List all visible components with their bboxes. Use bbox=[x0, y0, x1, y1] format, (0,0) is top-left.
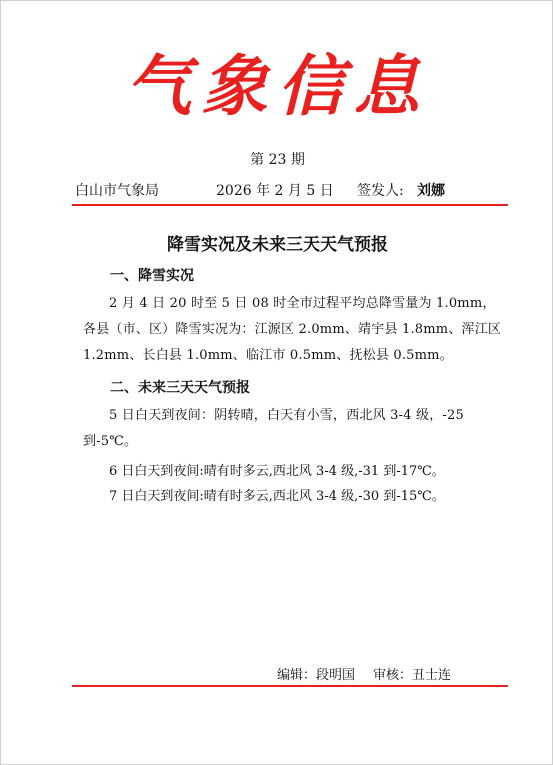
issue-date: 2026 年 2 月 5 日 bbox=[216, 183, 334, 199]
issuer-info-line bbox=[1, 180, 553, 200]
document-title: 降雪实况及未来三天天气预报 bbox=[167, 235, 388, 255]
reviewer-name: 丑士连 bbox=[412, 668, 452, 683]
footer-credits bbox=[277, 664, 451, 683]
section-heading-forecast: 二、未来三天天气预报 bbox=[110, 380, 250, 396]
issue-number: 第 23 期 bbox=[250, 152, 305, 168]
header-divider bbox=[72, 204, 508, 206]
signer-label: 签发人: bbox=[357, 183, 404, 199]
signer-name: 刘娜 bbox=[417, 183, 445, 199]
editor-label: 编辑： bbox=[277, 668, 317, 683]
footer-divider bbox=[72, 685, 508, 687]
issuing-organization: 白山市气象局 bbox=[75, 183, 159, 199]
section-heading-snowfall: 一、降雪实况 bbox=[110, 268, 194, 284]
reviewer-label: 审核： bbox=[373, 668, 413, 683]
forecast-day5: 5 日白天到夜间：阴转晴，白天有小雪，西北风 3-4 级，-25 到-5℃。 bbox=[83, 408, 464, 449]
masthead-title: 气象信息 bbox=[125, 47, 430, 125]
snowfall-paragraph: 2 月 4 日 20 时至 5 日 08 时全市过程平均总降雪量为 1.0mm，各县（市、区）降雪实况为：江源区 2.0mm、靖宇县 1.8mm、浑江区 1.2mm、长白县 1.0mm、临江市 0.5mm、抚松县 0.5mm。 bbox=[83, 296, 502, 363]
forecast-day6: 6 日白天到夜间:晴有时多云,西北风 3-4 级,-31 到-17℃。 bbox=[109, 464, 445, 479]
editor-name: 段明国 bbox=[316, 668, 356, 683]
forecast-day7: 7 日白天到夜间:晴有时多云,西北风 3-4 级,-30 到-15℃。 bbox=[109, 489, 445, 504]
